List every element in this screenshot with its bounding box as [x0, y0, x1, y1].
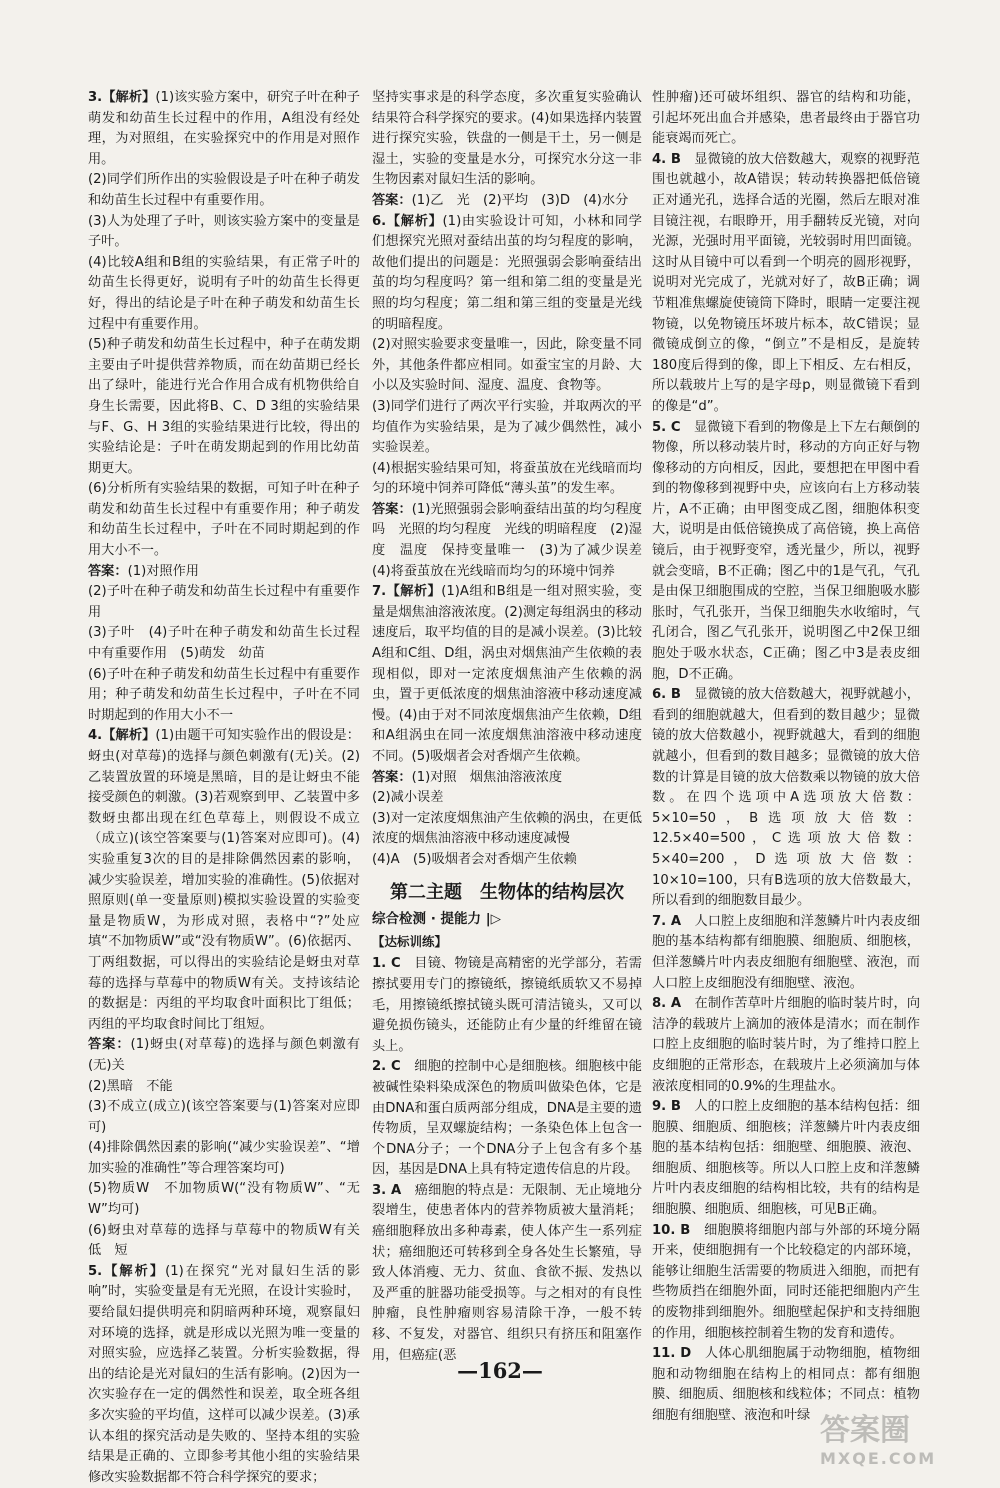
answer-text: (1)对照 烟焦油溶液浓度: [411, 769, 563, 785]
answer-label: 6. B: [652, 687, 681, 703]
answer-paragraph: [372, 335, 642, 397]
answer-paragraph: [652, 1221, 920, 1345]
answer-text: 显微镜下看到的物像是上下左右颠倒的物像，所以移动装片时，移动的方向正好与物像移动的方向相反，因此，要想把在甲图中看到的物像移到视野中央，应该向右上方移动装片，A不正确；由甲图变成乙图，细胞体积变大，说明是由低倍镜换成了高倍镜，换上高倍镜后，由于视野变窄，透光量少，所以，视野就会变暗，B不正确；图乙中的1是气孔，气孔是由保卫细胞围成的空腔，当保卫细胞吸水膨胀时，气孔张开，当保卫细胞失水收缩时，气孔闭合，图乙气孔张开，说明图乙中2保卫细胞处于吸水状态，C正确；图乙中3是表皮细胞，D不正确。: [652, 419, 920, 682]
answer-label: 答案：: [372, 192, 412, 208]
answer-paragraph: [88, 335, 360, 479]
answer-text: (1)由实验设计可知，小林和同学们想探究光照对蚕结出茧的均匀程度的影响，故他们提出的问题是：光照强弱会影响蚕结出茧的均匀程度吗？第一组和第二组的变量是光照的均匀程度；第二组和第三组的变量是光线的明暗程度。: [372, 213, 642, 332]
answer-text: (4)排除偶然因素的影响(“减少实验误差”、“增加实验的准确性”等合理答案均可): [88, 1140, 360, 1176]
answer-paragraph: [372, 788, 642, 809]
answer-paragraph: [372, 954, 642, 1057]
answer-text: (2)同学们所作出的实验假设是子叶在种子萌发和幼苗生长过程中有重要作用。: [88, 172, 360, 208]
answer-text: (4)A (5)吸烟者会对香烟产生依赖: [372, 851, 577, 867]
answer-column-middle-top: [372, 88, 656, 871]
answer-paragraph: [372, 850, 642, 871]
answer-label: 答案：: [372, 501, 412, 517]
answer-label: 5. C: [652, 419, 681, 435]
answer-text: 人口腔上皮细胞和洋葱鳞片叶内表皮细胞的基本结构都有细胞膜、细胞质、细胞核，但洋葱鳞片叶内表皮细胞有细胞壁、液泡，而人口腔上皮细胞没有细胞壁、液泡。: [652, 913, 921, 991]
answer-label: 答案：: [88, 1037, 131, 1053]
answer-text: (3)对一定浓度烟焦油产生依赖的涡虫，在更低浓度的烟焦油溶液中移动速度减慢: [372, 810, 642, 847]
answer-text: (4)根据实验结果可知，将蚕茧放在光线暗而均匀的环境中饲养可降低“薄头茧”的发生率。: [372, 460, 642, 497]
answer-text: (1)乙 光 (2)平均 (3)D (4)水分: [411, 192, 629, 208]
answer-column-right: [652, 88, 920, 1427]
answer-label: 1. C: [372, 956, 401, 972]
answer-column-left: [88, 88, 374, 1488]
answer-text: 人的口腔上皮细胞的基本结构包括：细胞膜、细胞质、细胞核；洋葱鳞片叶内表皮细胞的基本结构包括：细胞壁、细胞膜、液泡、细胞质、细胞核等。所以人口腔上皮和洋葱鳞片叶内表皮细胞的结构相比较，共有的结构是细胞膜、细胞质、细胞核，可见B正确。: [652, 1099, 920, 1218]
answer-text: 目镜、物镜是高精密的光学部分，若需擦拭要用专门的擦镜纸，擦镜纸质软又不易掉毛，用擦镜纸擦拭镜头既可清洁镜头，又可以避免损伤镜头，还能防止有少量的纤维留在镜头上。: [372, 956, 642, 1054]
answer-text: (5)种子萌发和幼苗生长过程中，种子在萌发期主要由子叶提供营养物质，而在幼苗期已经长出了绿叶，能进行光合作用合成有机物供给自身生长需要，因此将B、C、D 3组的实验结果与F、G、H 3组的实验结果进行比较，得出的实验结论是：子叶在萌发期起到的作用比幼苗期更大。: [88, 337, 360, 476]
answer-text: (3)同学们进行了两次平行实验，并取两次的平均值作为实验结果，是为了减少偶然性，减小实验误差。: [372, 398, 642, 456]
answer-column-middle: [372, 88, 656, 1366]
answer-paragraph: [372, 212, 642, 336]
answer-text: (6)子叶在种子萌发和幼苗生长过程中有重要作用；种子萌发和幼苗生长过程中，子叶在不同时期起到的作用大小不一: [88, 666, 360, 723]
answer-paragraph: [372, 191, 642, 212]
section-subtitle: 综合检测 · 提能力 |▷: [372, 911, 502, 928]
answer-paragraph: [88, 1179, 360, 1220]
answer-paragraph: [372, 582, 642, 767]
answer-text: (2)子叶在种子萌发和幼苗生长过程中有重要作用: [88, 584, 360, 620]
answer-text: (2)减小误差: [372, 790, 444, 806]
answer-paragraph: [88, 479, 360, 561]
answer-label: 答案：: [88, 563, 128, 579]
answer-paragraph: [88, 665, 360, 727]
answer-paragraph: [372, 88, 642, 191]
answer-text: (1)该实验方案中，研究子叶在种子萌发和幼苗生长过程中的作用，A组没有经处理，为对照组，在实验探究中的作用是对照作用。: [88, 90, 360, 167]
answer-text: (4)比较A组和B组的实验结果，有正常子叶的幼苗生长得更好，说明有子叶的幼苗生长得更好，得出的结论是子叶在种子萌发和幼苗生长过程中有重要作用。: [88, 254, 360, 332]
answer-paragraph: [372, 397, 642, 459]
answer-paragraph: [372, 768, 642, 789]
answer-paragraph: [652, 912, 920, 994]
answer-text: 细胞的控制中心是细胞核。细胞核中能被碱性染料染成深色的物质叫做染色体，它是由DNA和蛋白质两部分组成，DNA是主要的遗传物质，呈双螺旋结构；一条染色体上包含一个DNA分子；一个DNA分子上包含有多个基因，基因是DNA上具有特定遗传信息的片段。: [372, 1059, 642, 1178]
answer-text: (3)子叶 (4)子叶在种子萌发和幼苗生长过程中有重要作用 (5)萌发 幼苗: [88, 625, 360, 662]
answer-label: 4.【解析】: [88, 728, 156, 744]
answer-paragraph: [88, 253, 360, 335]
answer-paragraph: [372, 500, 656, 582]
answer-text: 显微镜的放大倍数越大，观察的视野范围也就越小，故A错误；转动转换器把低倍镜正对通光孔，选择合适的光圈，然后左眼对准目镜注视，右眼睁开，用手翻转反光镜，对向光源，光强时用平面镜，光较弱时用凹面镜。这时从目镜中可以看到一个明亮的圆形视野，说明对光完成了，光就对好了，故B正确；调节粗准焦螺旋使镜筒下降时，眼睛一定要注视物镜，以免物镜压坏玻片标本，故C错误；显微镜成倒立的像，“倒立”不是相反，是旋转180度后得到的像，即上下相反、左右相反，所以载玻片上写的是字母p，则显微镜下看到的像是“d”。: [652, 151, 920, 414]
answer-label: 2. C: [372, 1059, 401, 1075]
answer-text: (6)分析所有实验结果的数据，可知子叶在种子萌发和幼苗生长过程中有重要作用；种子萌发和幼苗生长过程中，子叶在不同时期起到的作用大小不一。: [88, 481, 360, 559]
answer-text: 在制作苦草叶片细胞的临时装片时，向洁净的载玻片上滴加的液体是清水；而在制作口腔上皮细胞的临时装片时，为了维持口腔上皮细胞的正常形态，在载玻片上必须滴加与体液浓度相同的0.9%的生理盐水。: [652, 996, 921, 1094]
answer-label: 8. A: [652, 996, 682, 1012]
answer-paragraph: [88, 1221, 374, 1262]
answer-paragraph: [372, 809, 642, 850]
answer-paragraph: [88, 212, 360, 253]
answer-paragraph: [88, 1138, 360, 1179]
page-number: —162—: [457, 1358, 543, 1383]
answer-label: 6.【解析】: [372, 213, 443, 229]
answer-paragraph: [652, 150, 920, 418]
answer-text: 细胞膜将细胞内部与外部的环境分隔开来，使细胞拥有一个比较稳定的内部环境，能够让细胞生活需要的物质进入细胞，而把有些物质挡在细胞外面，同时还能把细胞内产生的废物排到细胞外。细胞壁起保护和支持细胞的作用，细胞核控制着生物的发育和遗传。: [652, 1222, 920, 1341]
answer-paragraph: [88, 88, 360, 170]
answer-paragraph: [88, 623, 360, 664]
answer-text: (1)由题干可知实验作出的假设是：蚜虫(对草莓)的选择与颜色刺激有(无)关。(2)乙装置放置的环境是黑暗，目的是让蚜虫不能接受颜色的刺激。(3)若观察到甲、乙装置中多数蚜虫都出现在红色草莓上，则假设不成立（成立)(该空答案要与(1)答案对应即可)。(4)实验重复3次的目的是排除偶然因素的影响，减少实验误差，增加实验的准确性。(5)依据对照原则(单一变量原则)模拟实验设置的实验变量是物质W，为形成对照，表格中“?”处应填“不加物质W”或“没有物质W”。(6)依据丙、丁两组数据，可以得出的实验结论是蚜虫对草莓的选择与草莓中的物质W有关。支持该结论的数据是：丙组的平均取食叶面积比丁组低；丙组的平均取食时间比丁组短。: [88, 728, 360, 1032]
answer-paragraph: [372, 459, 642, 500]
answer-label: 7. A: [652, 913, 682, 929]
answer-label: 11. D: [652, 1346, 692, 1362]
answer-text: 人体心肌细胞属于动物细胞，植物细胞和动物细胞在结构上的相同点：都有细胞膜、细胞质、细胞核和线粒体；不同点：植物细胞有细胞壁、液泡和叶绿: [652, 1346, 920, 1423]
answer-label: 3.【解析】: [88, 90, 156, 105]
answer-paragraph: [652, 994, 920, 1097]
answer-paragraph: [372, 1057, 642, 1181]
answer-text: (3)不成立(成立)(该空答案要与(1)答案对应即可): [88, 1099, 360, 1135]
answer-text: (3)人为处理了子叶，则该实验方案中的变量是子叶。: [88, 213, 360, 250]
answer-label: 9. B: [652, 1099, 681, 1115]
answer-paragraph: [88, 1097, 360, 1138]
answer-text: (5)物质W 不加物质W(“没有物质W”、“无W”均可): [88, 1181, 360, 1218]
watermark-line2: MXQE.COM: [820, 1449, 937, 1468]
answer-text: (6)蚜虫对草莓的选择与草莓中的物质W有关 低 短: [88, 1222, 374, 1259]
answer-paragraph: [88, 562, 360, 583]
answer-text: 性肿瘤)还可破坏组织、器官的结构和功能，引起坏死出血合并感染，患者最终由于器官功能衰竭而死亡。: [652, 90, 920, 147]
section-title: 第二主题 生物体的结构层次: [390, 881, 624, 903]
answer-paragraph: [652, 88, 920, 150]
answer-paragraph: [372, 1181, 642, 1366]
answer-paragraph: [88, 1077, 360, 1098]
answer-paragraph: [88, 170, 360, 211]
answer-text: 显微镜的放大倍数越大，视野就越小，看到的细胞就越大，但看到的数目越少；显微镜的放大倍数越小，视野就越大，看到的细胞就越小，但看到的数目越多；显微镜的放大倍数的计算是目镜的放大倍数乘以物镜的放大倍数。在四个选项中A选项放大倍数：5×10=50，B选项放大倍数：12.5×40=500，C选项放大倍数：5×40=200，D选项放大倍数：10×10=100，只有B选项的放大倍数最大，所以看到的细胞数目最少。: [652, 687, 920, 909]
answer-paragraph: [652, 1097, 920, 1221]
answer-label: 答案：: [372, 769, 412, 785]
answer-label: 7.【解析】: [372, 584, 442, 600]
answer-text: 坚持实事求是的科学态度，多次重复实验确认结果符合科学探究的要求。(4)如果选择内装置进行探究实验，铁盘的一侧是干土，另一侧是湿土，实验的变量是水分，可探究水分这一非生物因素对鼠妇生活的影响。: [372, 90, 642, 188]
answer-paragraph: [88, 582, 360, 623]
answer-text: (1)在探究“光对鼠妇生活的影响”时，实验变量是有无光照，在设计实验时，要给鼠妇提供明亮和阴暗两种环境，观察鼠妇对环境的选择，就是形成以光照为唯一变量的对照实验，应选择乙装置。分析实验数据，得出的结论是光对鼠妇的生活有影响。(2)因为一次实验存在一定的偶然性和误差，取全班各组多次实验的平均值，这样可以减少误差。(3)承认本组的探究活动是失败的、坚持本组的实验结果是正确的、立即参考其他小组的实验结果修改实验数据都不符合科学探究的要求；: [88, 1263, 360, 1485]
answer-label: 5.【解析】: [88, 1263, 166, 1279]
answer-text: 癌细胞的特点是：无限制、无止境地分裂增生，使患者体内的营养物质被大量消耗；癌细胞释放出多种毒素，使人体产生一系列症状；癌细胞还可转移到全身各处生长繁殖，导致人体消瘦、无力、贫血、食欲不振、发热以及严重的脏器功能受损等。与之相对的有良性肿瘤，良性肿瘤则容易清除干净，一般不转移、不复发，对器官、组织只有挤压和阻塞作用，但癌症(恶: [372, 1182, 643, 1363]
answer-text: (2)对照实验要求变量唯一，因此，除变量不同外，其他条件都应相同。如蚕宝宝的月龄、大小以及实验时间、湿度、温度、食物等。: [372, 337, 642, 394]
watermark-logo: [820, 1405, 990, 1468]
section-tag: 【达标训练】: [372, 933, 448, 949]
answer-paragraph: [88, 1035, 360, 1076]
answer-paragraph: [652, 418, 920, 686]
answer-paragraph: [652, 685, 920, 912]
answer-label: 3. A: [372, 1182, 402, 1198]
answer-text: (1)对照作用: [127, 563, 199, 579]
watermark-line1: 答案圈: [820, 1413, 910, 1448]
answer-label: 10. B: [652, 1222, 691, 1238]
answer-text: (1)光照强弱会影响蚕结出茧的均匀程度吗 光照的均匀程度 光线的明暗程度 (2)湿度 温度 保持变量唯一 (3)为了减少误差 (4)将蚕茧放在光线暗而均匀的环境中饲养: [372, 501, 656, 579]
answer-text: (1)A组和B组是一组对照实验，变量是烟焦油溶液浓度。(2)测定每组涡虫的移动速度后，取平均值的目的是减小误差。(3)比较A组和C组、D组，涡虫对烟焦油产生依赖的表现相似，即对一定浓度烟焦油产生依赖的涡虫，置于更低浓度的烟焦油溶液中移动速度减慢。(4)由于对不同浓度烟焦油产生依赖，D组和A组涡虫在同一浓度烟焦油溶液中移动速度不同。(5)吸烟者会对香烟产生依赖。: [372, 584, 643, 764]
answer-label: 4. B: [652, 151, 681, 167]
answer-paragraph: [88, 726, 360, 1035]
answer-column-middle-bottom: [372, 954, 642, 1366]
answer-text: (2)黑暗 不能: [88, 1078, 173, 1094]
answer-text: (1)蚜虫(对草莓)的选择与颜色刺激有(无)关: [88, 1037, 361, 1073]
